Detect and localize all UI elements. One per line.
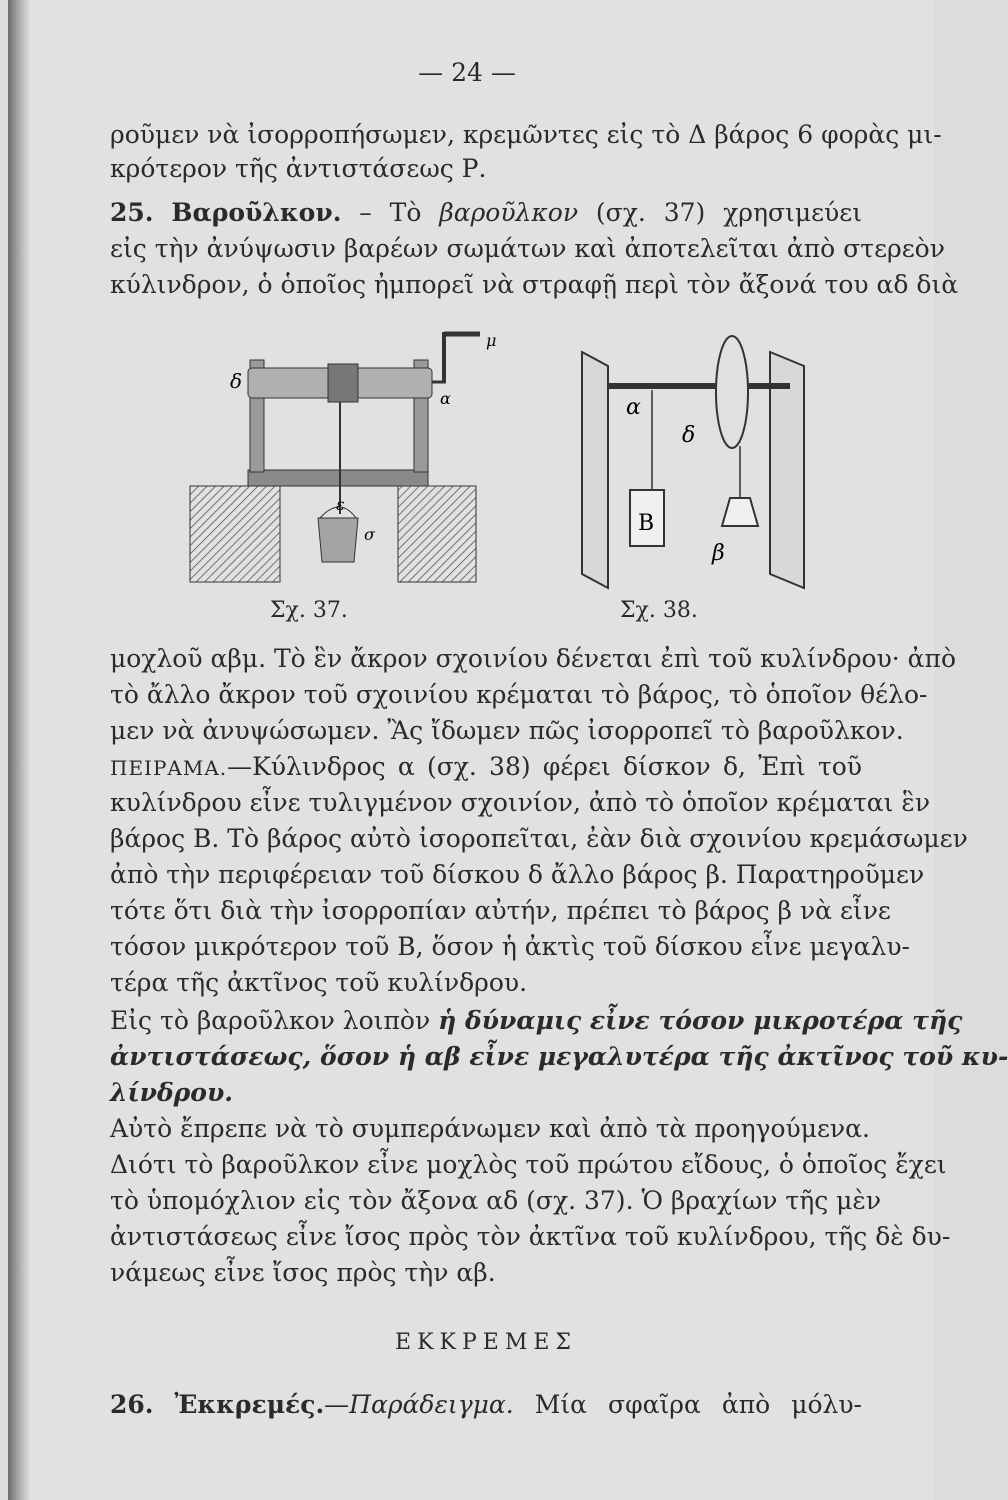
figure-38-caption: Σχ. 38. xyxy=(620,598,698,623)
text-line: τέρα τῆς ἀκτῖνος τοῦ κυλίνδρου. xyxy=(110,968,528,997)
weight-beta xyxy=(722,498,758,526)
text-line: ἀντιστάσεως εἶνε ἴσος πρὸς τὸν ἀκτῖνα τοῦ κυλίνδρου, τῆς δὲ δυ- xyxy=(110,1222,951,1251)
conclusion-paragraph xyxy=(110,1004,963,1038)
text-line: ροῦμεν νὰ ἰσορροπήσωμεν, κρεμῶντες εἰς τὸ Δ βάρος 6 φορὰς μι- xyxy=(110,120,942,149)
text-span: Μία σφαῖρα ἀπὸ μόλυ- xyxy=(513,1390,862,1419)
text-line: Διότι τὸ βαροῦλκον εἶνε μοχλὸς τοῦ πρώτου εἴδους, ὁ ὁποῖος ἔχει xyxy=(110,1150,947,1179)
text-line: μοχλοῦ αβμ. Τὸ ἓν ἄκρον σχοινίου δένεται ἐπὶ τοῦ κυλίνδρου· ἀπὸ xyxy=(110,644,957,673)
text-line: Αὐτὸ ἔπρεπε νὰ τὸ συμπεράνωμεν καὶ ἀπὸ τὰ προηγούμενα. xyxy=(110,1114,870,1143)
text-line: τὸ ἄλλο ἄκρον τοῦ σχοινίου κρέμαται τὸ βάρος, τὸ ὁποῖον θέλο- xyxy=(110,680,928,709)
label-mu: μ xyxy=(486,331,497,350)
bold-italic-line: ἀντιστάσεως, ὅσον ἡ αβ εἶνε μεγαλυτέρα τῆς ἀκτῖνος τοῦ κυ- xyxy=(110,1042,1008,1071)
bold-italic-line: λίνδρου. xyxy=(110,1078,233,1107)
rope-coil xyxy=(328,364,358,402)
text-line: κύλινδρον, ὁ ὁποῖος ἠμπορεῖ νὰ στραφῇ περὶ τὸν ἄξονά του αδ διὰ xyxy=(110,270,959,299)
text-line: τότε ὅτι διὰ τὴν ἰσορροπίαν αὐτήν, πρέπει τὸ βάρος β νὰ εἶνε xyxy=(110,896,891,925)
bold-italic-rule: ἡ δύναμις εἶνε τόσον μικροτέρα τῆς xyxy=(438,1006,963,1035)
text-line: νάμεως εἶνε ἴσος πρὸς τὴν αβ. xyxy=(110,1258,496,1287)
experiment-paragraph xyxy=(110,750,862,785)
text-span: (σχ. 37) χρησιμεύει xyxy=(578,198,862,227)
figure-37-caption: Σχ. 37. xyxy=(270,598,348,623)
section-number: 26. xyxy=(110,1390,154,1419)
text-line: κυλίνδρου εἶνε τυλιγμένον σχοινίον, ἀπὸ τὸ ὁποῖον κρέμαται ἓν xyxy=(110,788,931,817)
page-number: — 24 — xyxy=(418,58,516,87)
section-title: Βαροῦλκον. xyxy=(171,198,342,227)
text-span: —Κύλινδρος α (σχ. 38) φέρει δίσκον δ, Ἐπὶ τοῦ xyxy=(227,752,862,781)
page-binding-shadow xyxy=(8,0,30,1500)
figure-37-windlass xyxy=(188,318,497,588)
experiment-label: ΠΕΙΡΑΜΑ. xyxy=(110,756,228,780)
label-alpha: α xyxy=(626,395,641,420)
section-number: 25. xyxy=(110,198,154,227)
text-line: μεν νὰ ἀνυψώσωμεν. Ἂς ἴδωμεν πῶς ἰσορροπεῖ τὸ βαροῦλκον. xyxy=(110,716,904,745)
text-line: τὸ ὑπομόχλιον εἰς τὸν ἄξονα αδ (σχ. 37). Ὁ βραχίων τῆς μὲν xyxy=(110,1186,882,1215)
figure-38-wheel-and-axle xyxy=(560,330,810,592)
section-title: Ἐκκρεμές. xyxy=(174,1390,325,1419)
label-delta: δ xyxy=(682,423,696,448)
label-beta: β xyxy=(712,541,725,566)
well-wall-right xyxy=(398,486,476,582)
left-support xyxy=(582,352,608,588)
text-line: βάρος Β. Τὸ βάρος αὐτὸ ἰσοροπεῖται, ἐὰν διὰ σχοινίου κρεμάσωμεν xyxy=(110,824,968,853)
label-alpha: α xyxy=(440,389,451,408)
text-line: ἀπὸ τὴν περιφέρειαν τοῦ δίσκου δ ἄλλο βάρος β. Παρατηροῦμεν xyxy=(110,860,925,889)
text-span: – Τὸ xyxy=(341,198,440,227)
label-sigma: σ xyxy=(364,525,375,544)
italic-term: βαροῦλκον xyxy=(439,198,579,227)
section-26-header xyxy=(110,1388,862,1422)
italic-term: Παράδειγμα. xyxy=(349,1390,514,1419)
text-span: — xyxy=(324,1390,350,1419)
section-25-header xyxy=(110,196,862,230)
disc xyxy=(716,336,748,448)
label-epsilon: ε xyxy=(336,495,345,514)
text-line: κρότερον τῆς ἀντιστάσεως Ρ. xyxy=(110,154,487,183)
text-span: Εἰς τὸ βαροῦλκον λοιπὸν xyxy=(110,1006,439,1035)
well-wall-left xyxy=(190,486,280,582)
text-line: τόσον μικρότερον τοῦ Β, ὅσον ἡ ἀκτὶς τοῦ δίσκου εἶνε μεγαλυ- xyxy=(110,932,910,961)
base-beam xyxy=(248,470,428,486)
text-line: εἰς τὴν ἀνύψωσιν βαρέων σωμάτων καὶ ἀποτελεῖται ἀπὸ στερεὸν xyxy=(110,234,945,263)
bucket xyxy=(318,518,358,562)
label-B: Β xyxy=(638,511,655,536)
label-delta: δ xyxy=(230,369,243,393)
section-heading: ΕΚΚΡΕΜΕΣ xyxy=(395,1330,577,1355)
